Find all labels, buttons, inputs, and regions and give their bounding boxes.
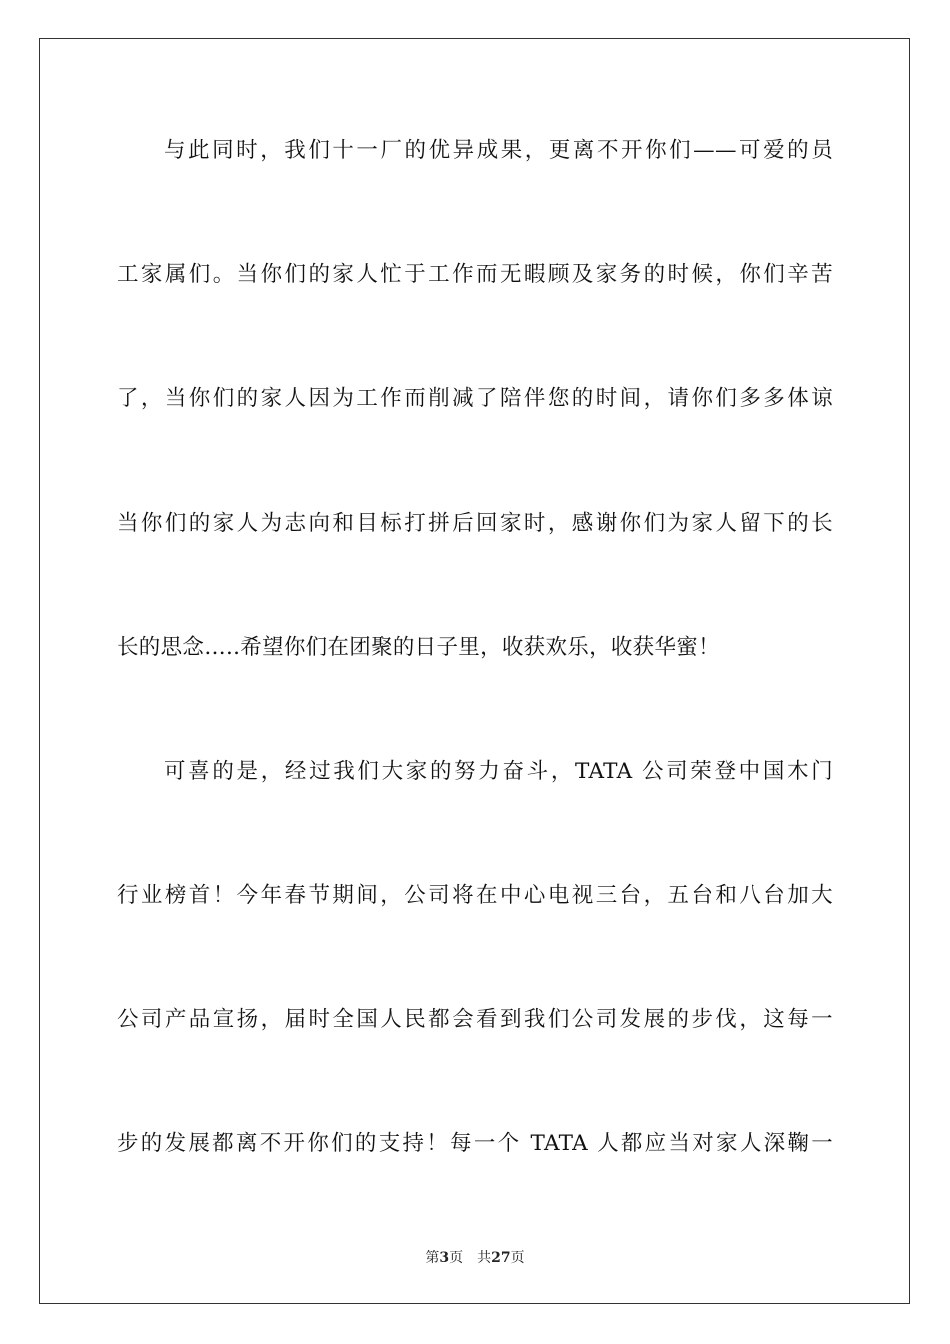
paragraph-1-line-5: 长的思念…..希望你们在团聚的日子里，收获欢乐，收获华蜜！ [117, 635, 720, 660]
page-border [39, 38, 910, 1304]
page-prefix: 第 [425, 1250, 440, 1266]
paragraph-2-line-2: 行业榜首！今年春节期间，公司将在中心电视三台，五台和八台加大 [117, 883, 833, 908]
paragraph-2-line-3: 公司产品宣扬，届时全国人民都会看到我们公司发展的步伐，这每一 [117, 1007, 833, 1032]
page-suffix: 页 [449, 1250, 464, 1266]
paragraph-1-line-2: 工家属们。当你们的家人忙于工作而无暇顾及家务的时候，你们辛苦 [117, 262, 833, 287]
page-number: 3 [439, 1250, 450, 1266]
paragraph-2-line-4: 步的发展都离不开你们的支持！每一个 TATA 人都应当对家人深鞠一 [117, 1131, 833, 1156]
paragraph-2-line-1: 可喜的是，经过我们大家的努力奋斗，TATA 公司荣登中国木门 [164, 759, 833, 784]
total-pages: 27 [491, 1250, 511, 1266]
page-footer [0, 1248, 950, 1268]
total-prefix: 共 [477, 1250, 492, 1266]
paragraph-1-line-1: 与此同时，我们十一厂的优异成果，更离不开你们——可爱的员 [164, 138, 833, 163]
total-suffix: 页 [510, 1250, 525, 1266]
paragraph-1-line-3: 了，当你们的家人因为工作而削减了陪伴您的时间，请你们多多体谅 [117, 386, 833, 411]
paragraph-1-line-4: 当你们的家人为志向和目标打拼后回家时，感谢你们为家人留下的长 [117, 511, 833, 536]
